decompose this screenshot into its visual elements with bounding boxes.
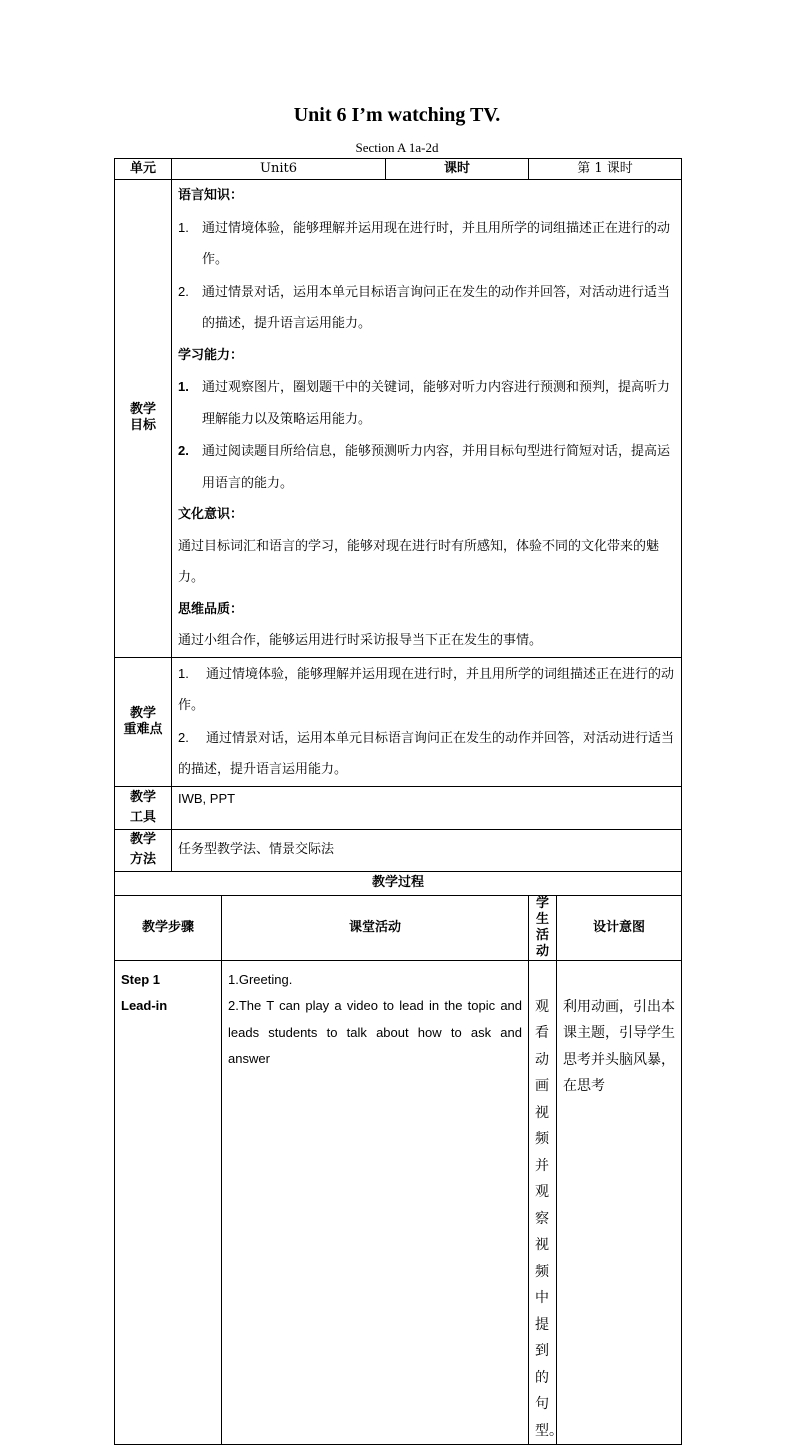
unit-value-cell: Unit6	[172, 159, 386, 180]
language-heading: 语言知识：	[178, 188, 244, 203]
culture-heading: 文化意识：	[178, 507, 244, 522]
process-col-header: 设计意图	[557, 895, 682, 960]
process-heading: 教学过程	[115, 871, 682, 895]
methods-label: 教学 方法	[115, 829, 172, 871]
learning-item: 1. 通过观察图片，圈划题干中的关键词，能够对听力内容进行预测和预判，提高听力理解能力以及策略运用能力。	[178, 379, 671, 427]
step-cell	[115, 960, 222, 1445]
thinking-heading: 思维品质：	[178, 601, 244, 617]
culture-text: 通过目标词汇和语言的学习，能够对现在进行时有所感知，体验不同的文化带来的魅力。	[178, 538, 660, 585]
objectives-label: 教学 目标	[115, 180, 172, 658]
period-label-cell: 课时	[386, 159, 529, 180]
lesson-plan-table	[114, 158, 682, 1445]
tools-label: 教学 工具	[115, 786, 172, 829]
key-point-item: 1. 通过情境体验，能够理解并运用现在进行时，并且用所学的词组描述正在进行的动作。	[178, 665, 675, 713]
tools-value: IWB, PPT	[172, 786, 682, 829]
design-intent-cell: 利用动画，引出本课主题，引导学生思考并头脑风暴，在思考	[557, 960, 682, 1445]
step-sub: Lead-in	[121, 997, 168, 1013]
step-name: Step 1	[121, 971, 161, 987]
process-col-header: 教学步骤	[115, 895, 222, 960]
learning-item: 2. 通过阅读题目所给信息，能够预测听力内容，并用目标句型进行简短对话，提高运用语言的能力。	[178, 443, 671, 491]
activity-line: 1.Greeting.	[228, 971, 293, 987]
key-points-content	[172, 657, 682, 786]
methods-value: 任务型教学法、情景交际法	[172, 829, 682, 871]
learning-heading: 学习能力：	[178, 347, 244, 363]
page-subtitle: Section A 1a-2d	[355, 140, 439, 155]
key-point-item: 2. 通过情景对话，运用本单元目标语言询问正在发生的动作并回答，对活动进行适当的描述，提升语言运用能力。	[178, 729, 675, 777]
unit-label-cell: 单元	[115, 159, 172, 180]
process-col-header: 学生活动	[529, 895, 557, 960]
activity-line: 2.The T can play a video to lead in the topic and leads students to talk about how to ask and answer	[228, 998, 523, 1066]
language-item: 1. 通过情境体验，能够理解并运用现在进行时，并且用所学的词组描述正在进行的动作。	[178, 219, 671, 267]
objectives-content	[172, 180, 682, 658]
process-col-header: 课堂活动	[222, 895, 529, 960]
thinking-text: 通过小组合作，能够运用进行时采访报导当下正在发生的事情。	[178, 633, 543, 648]
student-activity-cell: 观看动画视频并观察视频中提到的句型。	[529, 960, 557, 1445]
activity-cell	[222, 960, 529, 1445]
language-item: 2. 通过情景对话，运用本单元目标语言询问正在发生的动作并回答，对活动进行适当的描述，提升语言运用能力。	[178, 283, 671, 331]
period-value-cell: 第 1 课时	[529, 159, 682, 180]
key-points-label: 教学 重难点	[115, 657, 172, 786]
page-title: Unit 6 I’m watching TV.	[293, 104, 501, 126]
